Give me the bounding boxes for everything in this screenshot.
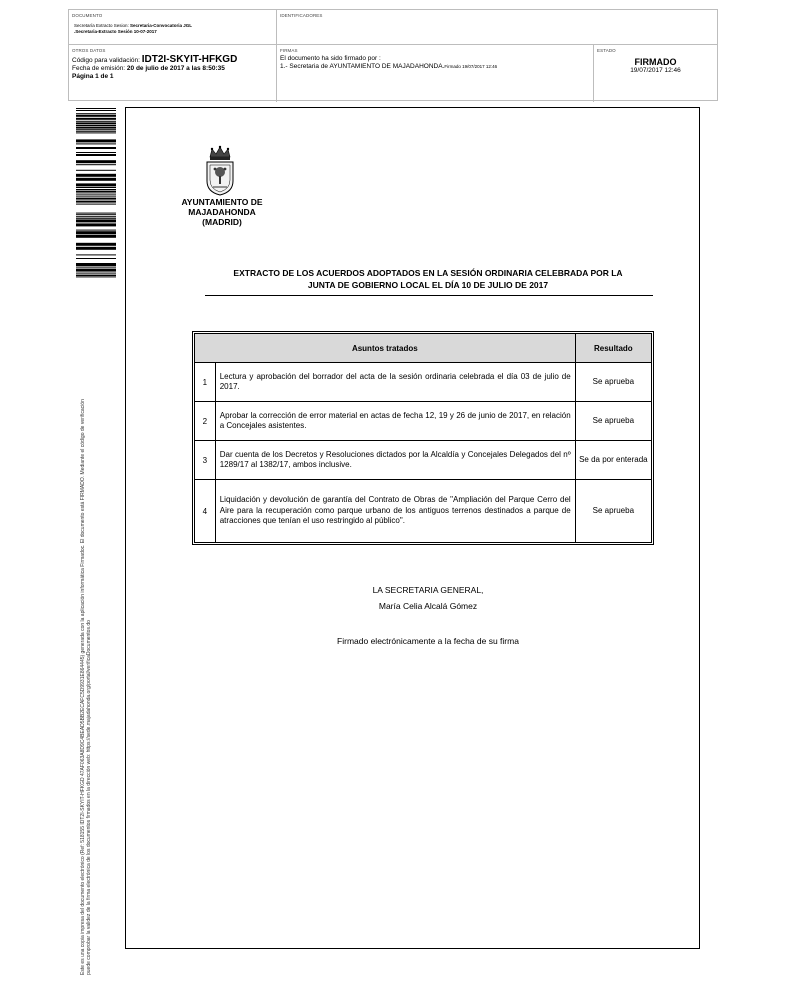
- row-number: 3: [195, 441, 216, 480]
- barcode-bar: [76, 191, 116, 193]
- barcode-bar: [76, 110, 116, 111]
- row-asunto: Aprobar la corrección de error material en actas de fecha 12, 19 y 26 de junio de 2017, en relación a Concejales asistentes.: [215, 402, 575, 441]
- barcode-bar: [76, 127, 116, 129]
- signature-name: María Celia Alcalá Gómez: [378, 601, 478, 611]
- barcode-bar: [76, 201, 116, 203]
- firmas-line2-date: Firmado 19/07/2017 12:46: [444, 64, 498, 69]
- barcode-bar: [76, 154, 116, 156]
- barcode-bar: [76, 196, 116, 197]
- barcode-bar: [76, 125, 116, 126]
- fecha-emision: 20 de julio de 2017 a las 8:50:35: [126, 65, 225, 72]
- barcode-bar: [76, 108, 116, 109]
- barcode-bar: [76, 183, 116, 186]
- column-header-resultado: Resultado: [575, 334, 651, 363]
- firmas-line2: 1.- Secretaria de AYUNTAMIENTO DE MAJADAHONDA.: [280, 63, 445, 70]
- barcode-bar: [76, 214, 116, 215]
- documento-cell: [69, 10, 276, 44]
- estado-cell: [594, 45, 717, 101]
- barcode-bar: [76, 115, 116, 117]
- barcode-bar: [76, 132, 116, 133]
- codigo-validacion[interactable]: IDT2I-SKYIT-HFKGD: [141, 54, 238, 65]
- barcode-bar: [76, 160, 116, 163]
- entity-line3: (MADRID): [202, 217, 242, 227]
- title-line1: EXTRACTO DE LOS ACUERDOS ADOPTADOS EN LA SESIÓN ORDINARIA CELEBRADA POR LA: [233, 268, 623, 278]
- row-asunto: Liquidación y devolución de garantía del Contrato de Obras de "Ampliación del Parque Cerro del Aire para la recuperación como parque urbano de los antiguos terrenos destinados a parque de atracciones que tenían el uso restringido al público".: [215, 480, 575, 543]
- barcode-bar: [76, 231, 116, 234]
- identificadores-cell: [277, 10, 717, 44]
- barcode-bar: [76, 247, 116, 250]
- barcode-bar: [76, 121, 116, 122]
- entity-line1: AYUNTAMIENTO DE: [181, 197, 263, 207]
- row-resultado: Se aprueba: [575, 480, 651, 543]
- side-text-line1: Este es una copia impresa del documento electrónico (Ref: 518155 IDT2I-SKYIT-HFKGD 47AF063A8D9C4BEAD5BB2ECAFC5D9931E864445) generada con la aplicación informática Firmadoc. El documento está FIRMADO. Mediante el código de verificación: [80, 399, 86, 975]
- side-text-line2: puede comprobar la validez de la firma electrónica de los documentos firmados en la dirección web: https://sede.majadahonda.org/portal/verificaDocumentos.do: [86, 620, 93, 975]
- documento-label: DOCUMENTO: [72, 13, 103, 18]
- table-row: [195, 480, 652, 543]
- firmas-line1: El documento ha sido firmado por :: [280, 55, 381, 62]
- barcode-bar: [76, 194, 116, 195]
- estado-label: ESTADO: [597, 48, 616, 53]
- document-metadata-header: [68, 9, 718, 101]
- barcode-bar: [76, 263, 116, 266]
- row-resultado: Se aprueba: [575, 363, 651, 402]
- barcode-bar: [76, 223, 116, 226]
- otros-datos-label: OTROS DATOS: [72, 48, 106, 53]
- signature-note: Firmado electrónicamente a la fecha de su firma: [337, 636, 519, 646]
- barcode-bar: [76, 178, 116, 181]
- column-header-asuntos: Asuntos tratados: [195, 334, 576, 363]
- documento-line1-prefix: Secretaría Extracto Sesion:: [74, 23, 131, 28]
- barcode-bar: [76, 258, 116, 259]
- barcode-bar: [76, 269, 116, 272]
- entity-name: [160, 197, 284, 227]
- barcode-bar: [76, 235, 116, 238]
- barcode-bar: [76, 143, 116, 144]
- estado-date: 19/07/2017 12:46: [630, 67, 681, 74]
- barcode-bar: [76, 267, 116, 268]
- title-underline: [205, 295, 653, 296]
- table-row: [195, 402, 652, 441]
- barcode-bar: [76, 187, 116, 188]
- signature-role: LA SECRETARIA GENERAL,: [372, 585, 484, 595]
- codigo-label: Código para validación:: [72, 57, 142, 64]
- barcode-bar: [76, 118, 116, 120]
- barcode-bar: [76, 213, 116, 214]
- barcode-bar: [76, 189, 116, 190]
- identificadores-label: IDENTIFICADORES: [280, 13, 323, 18]
- barcode-bar: [76, 122, 116, 124]
- row-number: 4: [195, 480, 216, 543]
- barcode-bar: [76, 164, 116, 165]
- barcode-bar: [76, 230, 116, 231]
- barcode-bar: [76, 273, 116, 274]
- documento-line2: .Secretaria-Extracto Sesión 10-07-2017: [74, 29, 157, 34]
- row-number: 1: [195, 363, 216, 402]
- row-resultado: Se aprueba: [575, 402, 651, 441]
- barcode-bar: [76, 218, 116, 219]
- firmas-label: FIRMAS: [280, 48, 298, 53]
- table-row: [195, 441, 652, 480]
- barcode-bar: [76, 204, 116, 205]
- row-resultado: Se da por enterada: [575, 441, 651, 480]
- barcode-bar: [76, 113, 116, 114]
- barcode-bar: [76, 254, 116, 255]
- title-line2: JUNTA DE GOBIERNO LOCAL EL DÍA 10 DE JULIO DE 2017: [307, 279, 549, 290]
- barcode-bar: [76, 147, 116, 149]
- entity-line2: MAJADAHONDA: [188, 207, 256, 217]
- barcode-bar: [76, 198, 116, 200]
- document-title: [196, 268, 660, 291]
- pagina-indicator: Página 1 de 1: [72, 73, 114, 80]
- barcode-bar: [76, 243, 116, 246]
- table-row: [195, 363, 652, 402]
- row-asunto: Lectura y aprobación del borrador del acta de la sesión ordinaria celebrada el día 03 de julio de 2017.: [215, 363, 575, 402]
- barcode-bar: [76, 170, 116, 171]
- barcode-bar: [76, 131, 116, 132]
- barcode-bar: [76, 174, 116, 177]
- acuerdos-table: [194, 333, 652, 543]
- otros-datos-cell: [69, 45, 276, 101]
- barcode-bar: [76, 139, 116, 142]
- table-header-row: [195, 334, 652, 363]
- barcode-bar: [76, 219, 116, 222]
- barcode-image: [76, 108, 116, 278]
- barcode-bar: [76, 129, 116, 130]
- fecha-label: Fecha de emisión:: [72, 65, 127, 72]
- row-number: 2: [195, 402, 216, 441]
- barcode-bar: [76, 152, 116, 153]
- row-asunto: Dar cuenta de los Decretos y Resoluciones dictados por la Alcaldía y Concejales Delegados del nº 1289/17 al 1382/17, ambos inclusive.: [215, 441, 575, 480]
- estado-value: FIRMADO: [634, 57, 677, 67]
- barcode-bar: [76, 216, 116, 217]
- side-verification-text: [80, 275, 93, 975]
- coat-of-arms-logo: [204, 145, 236, 197]
- documento-line1-bold: Secretaria-Convocatoria JGL: [130, 23, 193, 28]
- firmas-cell: [277, 45, 593, 101]
